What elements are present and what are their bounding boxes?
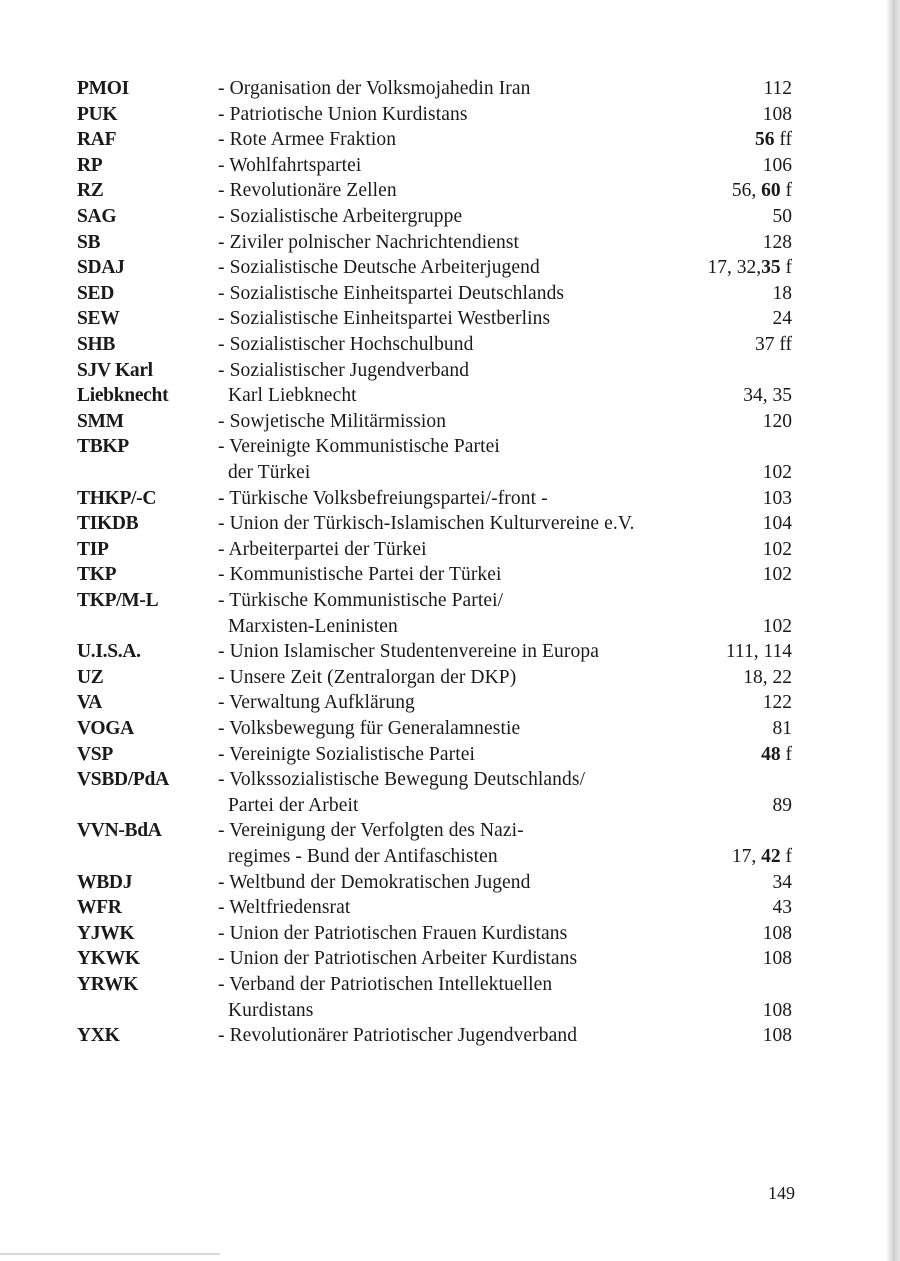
index-entry (0, 767, 900, 793)
entry-pages: 18 (772, 282, 792, 304)
bottom-edge-line (0, 1253, 220, 1255)
index-entry (0, 306, 900, 332)
index-entry (0, 870, 900, 896)
index-entry (0, 332, 900, 358)
index-entry (0, 818, 900, 844)
index-entry (0, 102, 900, 128)
entry-description: - Sozialistische Einheitspartei Westberlins (218, 308, 551, 330)
entry-abbreviation: YRWK (77, 974, 138, 995)
entry-abbreviation: PMOI (77, 78, 129, 99)
entry-abbreviation: Liebknecht (77, 385, 169, 407)
entry-description: - Türkische Volksbefreiungspartei/-front - (218, 487, 548, 509)
entry-description: - Volksbewegung für Generalamnestie (218, 718, 521, 739)
entry-abbreviation: WBDJ (77, 871, 133, 893)
entry-abbreviation: SJV Karl (77, 359, 153, 381)
entry-description: - Revolutionärer Patriotischer Jugendverband (218, 1025, 578, 1047)
entry-pages: 37 ff (754, 334, 792, 355)
entry-description: - Unsere Zeit (Zentralorgan der DKP) (218, 666, 517, 688)
index-entry (0, 153, 900, 179)
entry-pages: 43 (772, 897, 792, 919)
index-entry (0, 998, 900, 1024)
entry-description: - Patriotische Union Kurdistans (218, 103, 468, 125)
entry-abbreviation: TIKDB (77, 513, 139, 535)
index-entry (0, 716, 900, 742)
entry-abbreviation: YXK (77, 1025, 120, 1047)
entry-description: Kurdistans (218, 999, 314, 1021)
entry-abbreviation: SDAJ (77, 257, 125, 279)
entry-pages: 108 (762, 999, 792, 1021)
entry-description: - Organisation der Volksmojahedin Iran (218, 78, 531, 99)
entry-description: - Sozialistischer Jugendverband (218, 359, 470, 381)
entry-main-page: 48 (761, 743, 781, 765)
index-entry (0, 76, 900, 102)
entry-abbreviation: SHB (77, 334, 116, 355)
index-entry (0, 460, 900, 486)
entry-pages: 111, 114 (725, 641, 792, 663)
entry-pages: 108 (762, 922, 792, 944)
index-entry (0, 742, 900, 768)
entry-pages: 103 (762, 487, 792, 509)
entry-abbreviation: SB (77, 231, 101, 253)
entry-pages: 128 (762, 231, 792, 253)
index-entry (0, 588, 900, 614)
entry-abbreviation: YKWK (77, 948, 140, 970)
entry-description: regimes - Bund der Antifaschisten (218, 846, 498, 867)
entry-pages: 108 (762, 103, 792, 125)
index-entry (0, 665, 900, 691)
entry-description: - Weltbund der Demokratischen Jugend (218, 871, 531, 893)
entry-abbreviation: SMM (77, 410, 124, 432)
entry-pages: 102 (762, 538, 792, 560)
entry-pages: 108 (762, 1025, 792, 1047)
entry-description: - Weltfriedensrat (218, 897, 351, 919)
entry-pages: 120 (762, 410, 792, 432)
entry-abbreviation: RZ (77, 180, 104, 202)
entry-main-page: 35 (761, 257, 781, 279)
entry-abbreviation: VSBD/PdA (77, 769, 169, 791)
index-entry (0, 383, 900, 409)
entry-pages: 56 ff (754, 129, 792, 151)
entry-abbreviation: VVN-BdA (77, 820, 162, 842)
entry-pages: 102 (762, 564, 792, 586)
entry-pages: 50 (772, 206, 792, 227)
entry-pages: 24 (772, 308, 792, 330)
entry-description: - Verwaltung Aufklärung (218, 692, 415, 714)
entry-description: - Sowjetische Militärmission (218, 410, 447, 432)
index-entry (0, 537, 900, 563)
entry-abbreviation: PUK (77, 103, 118, 125)
entry-description: - Ziviler polnischer Nachrichtendienst (218, 231, 520, 253)
entry-pages: 34, 35 (743, 385, 792, 407)
entry-description: - Sozialistische Einheitspartei Deutschlands (218, 282, 565, 304)
entry-abbreviation: TBKP (77, 436, 129, 458)
entry-description: - Verband der Patriotischen Intellektuellen (218, 974, 553, 995)
entry-description: - Union der Türkisch-Islamischen Kulturvereine e.V. (218, 513, 635, 535)
entry-description: - Union Islamischer Studentenvereine in Europa (218, 641, 599, 663)
entry-description: - Union der Patriotischen Frauen Kurdistans (218, 922, 568, 944)
index-entry (0, 562, 900, 588)
entry-abbreviation: SAG (77, 206, 117, 227)
entry-description: - Volkssozialistische Bewegung Deutschlands/ (218, 769, 586, 791)
entry-abbreviation: TIP (77, 538, 109, 560)
index-entry (0, 486, 900, 512)
entry-description: - Wohlfahrtspartei (218, 154, 362, 176)
entry-pages: 18, 22 (743, 666, 792, 688)
index-entry (0, 639, 900, 665)
index-entry (0, 614, 900, 640)
entry-description: - Sozialistische Arbeitergruppe (218, 206, 463, 227)
index-entry (0, 511, 900, 537)
index-entry (0, 844, 900, 870)
index-entry (0, 255, 900, 281)
entry-pages: 89 (772, 794, 792, 816)
entry-description: - Union der Patriotischen Arbeiter Kurdistans (218, 948, 578, 970)
entry-pages: 81 (772, 718, 792, 739)
entry-pages: 102 (762, 615, 792, 637)
entry-abbreviation: VA (77, 692, 103, 714)
entry-description: der Türkei (218, 462, 311, 483)
entry-description: - Kommunistische Partei der Türkei (218, 564, 502, 586)
entry-pages: 102 (762, 462, 792, 483)
entry-pages: 112 (763, 78, 792, 99)
entry-description: - Türkische Kommunistische Partei/ (218, 590, 504, 611)
index-entry (0, 434, 900, 460)
entry-abbreviation: TKP/M-L (77, 590, 159, 611)
page-number: 149 (768, 1183, 795, 1203)
index-entry (0, 921, 900, 947)
index-entry (0, 946, 900, 972)
index-entry (0, 358, 900, 384)
entry-abbreviation: WFR (77, 897, 122, 919)
entry-description: Partei der Arbeit (218, 794, 359, 816)
entry-description: Karl Liebknecht (218, 385, 357, 407)
index-entry (0, 793, 900, 819)
index-entry (0, 409, 900, 435)
index-entry (0, 230, 900, 256)
index-entry (0, 690, 900, 716)
index-entry (0, 178, 900, 204)
index-entry (0, 1023, 900, 1049)
entry-description: - Vereinigte Kommunistische Partei (218, 436, 500, 458)
entry-main-page: 60 (761, 180, 781, 202)
index-entry (0, 281, 900, 307)
entry-description: - Rote Armee Fraktion (218, 129, 397, 151)
entry-abbreviation: VOGA (77, 718, 134, 739)
index-entry (0, 127, 900, 153)
entry-abbreviation: THKP/-C (77, 487, 157, 509)
entry-pages: 17, 42 f (731, 846, 792, 867)
entry-main-page: 42 (761, 846, 781, 867)
index-entry (0, 204, 900, 230)
entry-abbreviation: RP (77, 154, 103, 176)
entry-description: Marxisten-Leninisten (218, 615, 398, 637)
entry-pages: 122 (762, 692, 792, 714)
entry-abbreviation: TKP (77, 564, 117, 586)
entry-pages: 17, 32,35 f (707, 257, 792, 279)
entry-main-page: 56 (754, 129, 775, 151)
entry-pages: 34 (772, 871, 792, 893)
entry-pages: 108 (762, 948, 792, 970)
entry-pages: 104 (762, 513, 792, 535)
index-entry (0, 895, 900, 921)
entry-pages: 56, 60 f (731, 180, 792, 202)
entry-description: - Vereinigte Sozialistische Partei (218, 743, 476, 765)
entry-abbreviation: VSP (77, 743, 113, 765)
entry-abbreviation: SED (77, 282, 115, 304)
entry-pages: 48 f (761, 743, 792, 765)
entry-description: - Sozialistische Deutsche Arbeiterjugend (218, 257, 540, 279)
entry-abbreviation: UZ (77, 666, 104, 688)
entry-abbreviation: SEW (77, 308, 120, 330)
entry-description: - Vereinigung der Verfolgten des Nazi- (218, 820, 524, 842)
entry-description: - Arbeiterpartei der Türkei (218, 538, 427, 560)
entry-description: - Revolutionäre Zellen (218, 180, 397, 202)
entry-abbreviation: YJWK (77, 922, 135, 944)
entry-abbreviation: U.I.S.A. (77, 641, 141, 663)
entry-abbreviation: RAF (77, 129, 117, 151)
entry-description: - Sozialistischer Hochschulbund (218, 334, 474, 355)
entry-pages: 106 (762, 154, 792, 176)
index-entry (0, 972, 900, 998)
